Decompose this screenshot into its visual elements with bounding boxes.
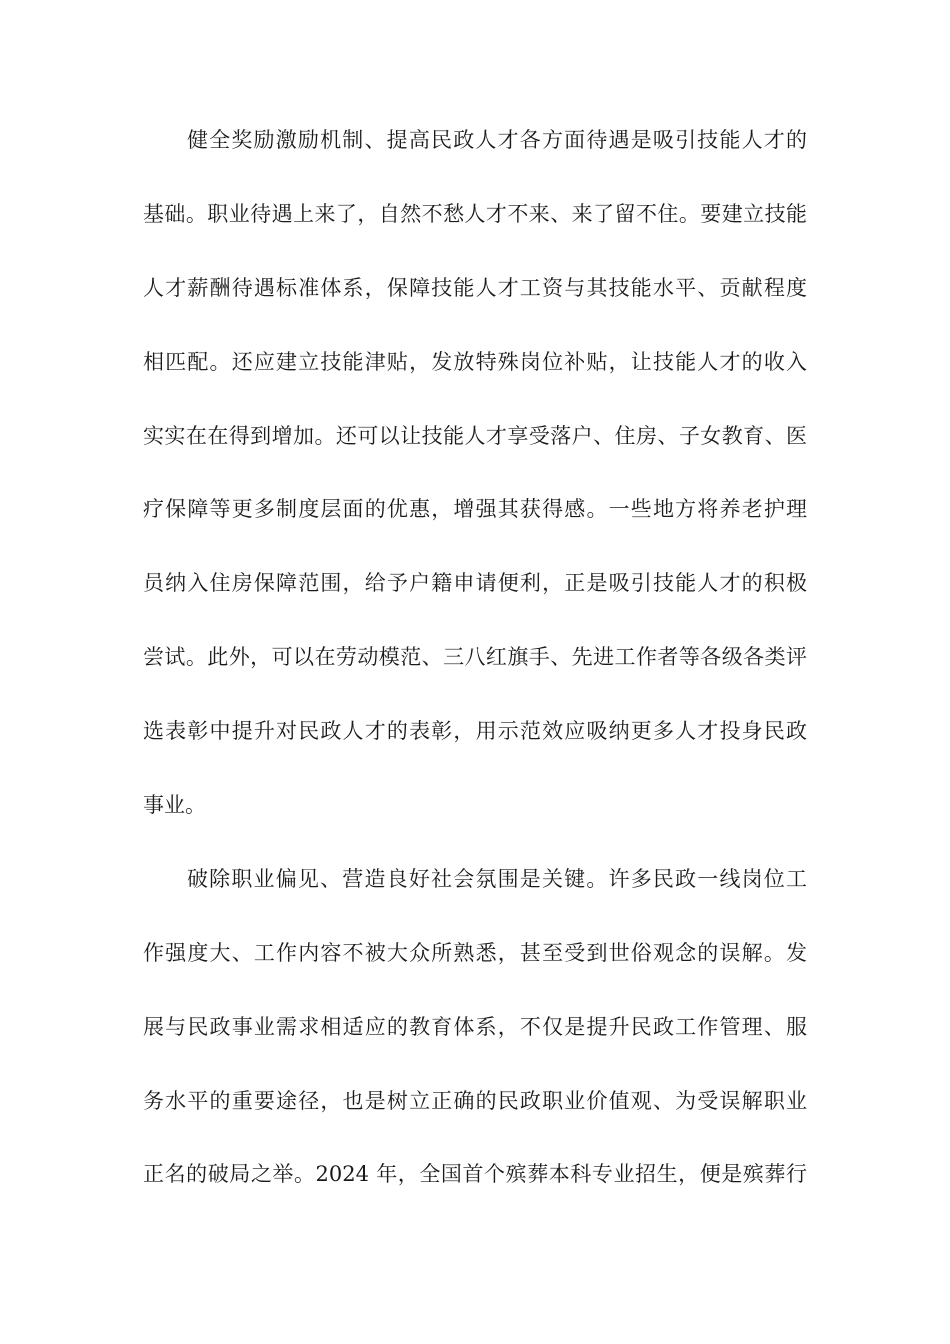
- text-line: 作强度大、工作内容不被大众所熟悉，甚至受到世俗观念的误解。发: [143, 940, 807, 965]
- text-line: 选表彰中提升对民政人才的表彰，用示范效应吸纳更多人才投身民政: [143, 719, 807, 744]
- paragraph-rewards-incentives: [143, 121, 807, 860]
- text-line: 人才薪酬待遇标准体系，保障技能人才工资与其技能水平、贡献程度: [143, 275, 807, 300]
- text-line: 破除职业偏见、营造良好社会氛围是关键。许多民政一线岗位工: [187, 866, 807, 891]
- text-line: 正名的破局之举。2024 年，全国首个殡葬本科专业招生，便是殡葬行: [143, 1162, 807, 1187]
- text-line: 务水平的重要途径，也是树立正确的民政职业价值观、为受误解职业: [143, 1088, 807, 1113]
- text-line: 实实在在得到增加。还可以让技能人才享受落户、住房、子女教育、医: [143, 423, 807, 448]
- text-line: 健全奖励激励机制、提高民政人才各方面待遇是吸引技能人才的: [187, 128, 807, 152]
- text-line: 员纳入住房保障范围，给予户籍申请便利，正是吸引技能人才的积极: [143, 571, 807, 596]
- paragraph-social-atmosphere: [143, 860, 807, 1229]
- text-line: 疗保障等更多制度层面的优惠，增强其获得感。一些地方将养老护理: [143, 497, 807, 522]
- document-page: [143, 121, 807, 1229]
- text-line: 相匹配。还应建立技能津贴，发放特殊岗位补贴，让技能人才的收入: [143, 349, 807, 374]
- text-line: 事业。: [143, 793, 206, 818]
- text-line: 展与民政事业需求相适应的教育体系，不仅是提升民政工作管理、服: [143, 1014, 807, 1039]
- text-line: 尝试。此外，可以在劳动模范、三八红旗手、先进工作者等各级各类评: [143, 645, 807, 670]
- text-line: 基础。职业待遇上来了，自然不愁人才不来、来了留不住。要建立技能: [143, 201, 807, 226]
